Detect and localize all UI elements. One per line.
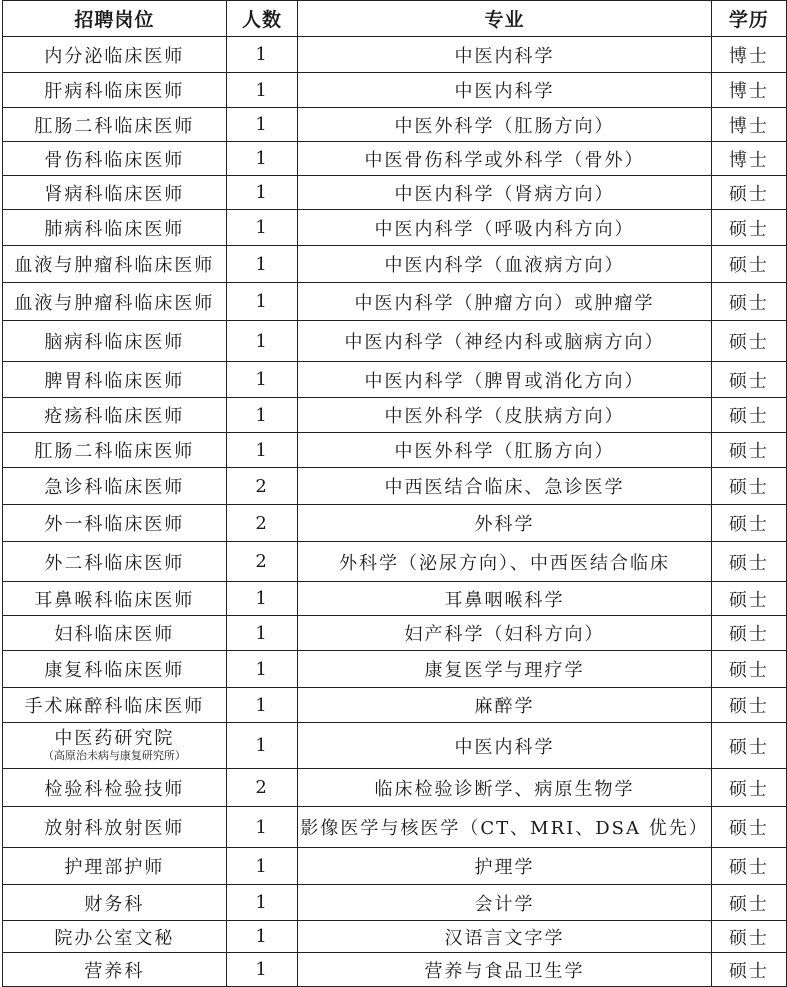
cell-position-sub: （高原治未病与康复研究所）	[42, 748, 186, 762]
cell-degree: 博士	[711, 142, 786, 176]
cell-position: 急诊科临床医师	[3, 468, 227, 505]
cell-major: 影像医学与核医学（CT、MRI、DSA 优先）	[298, 807, 711, 848]
cell-degree: 硕士	[711, 807, 786, 848]
cell-major: 汉语言文字学	[298, 921, 711, 953]
cell-degree: 硕士	[711, 468, 786, 505]
cell-position: 康复科临床医师	[3, 651, 227, 688]
cell-degree: 硕士	[711, 921, 786, 953]
table-row	[3, 176, 787, 210]
cell-major: 护理学	[298, 848, 711, 885]
cell-major: 中医内科学	[298, 37, 711, 73]
table-row	[3, 921, 787, 953]
cell-count: 1	[226, 433, 298, 468]
cell-count: 1	[226, 108, 298, 142]
cell-major: 中医外科学（肛肠方向）	[298, 433, 711, 468]
cell-major: 中医内科学（呼吸内科方向）	[298, 210, 711, 246]
cell-degree: 硕士	[711, 210, 786, 246]
cell-degree: 硕士	[711, 176, 786, 210]
table-row	[3, 283, 787, 321]
table-row	[3, 398, 787, 433]
table-row	[3, 542, 787, 582]
cell-major: 康复医学与理疗学	[298, 651, 711, 688]
cell-major: 中医内科学（血液病方向）	[298, 246, 711, 283]
cell-degree: 硕士	[711, 769, 786, 807]
cell-major: 临床检验诊断学、病原生物学	[298, 769, 711, 807]
header-major: 专业	[298, 1, 711, 37]
cell-position: 骨伤科临床医师	[3, 142, 227, 176]
table-row	[3, 807, 787, 848]
table-row	[3, 468, 787, 505]
cell-degree: 博士	[711, 37, 786, 73]
cell-position: 检验科检验技师	[3, 769, 227, 807]
table-row	[3, 362, 787, 398]
cell-position: 疮疡科临床医师	[3, 398, 227, 433]
cell-position: 财务科	[3, 885, 227, 921]
cell-position: 院办公室文秘	[3, 921, 227, 953]
cell-count: 1	[226, 651, 298, 688]
cell-count: 2	[226, 769, 298, 807]
cell-degree: 硕士	[711, 885, 786, 921]
cell-count: 1	[226, 176, 298, 210]
cell-major: 妇产科学（妇科方向）	[298, 616, 711, 651]
cell-position: 手术麻醉科临床医师	[3, 688, 227, 723]
table-row	[3, 321, 787, 362]
cell-count: 1	[226, 953, 298, 987]
cell-count: 1	[226, 398, 298, 433]
cell-degree: 硕士	[711, 616, 786, 651]
cell-major: 外科学（泌尿方向）、中西医结合临床	[298, 542, 711, 582]
cell-position: 耳鼻喉科临床医师	[3, 582, 227, 616]
cell-count: 1	[226, 688, 298, 723]
table-row	[3, 582, 787, 616]
cell-position: 肝病科临床医师	[3, 73, 227, 108]
cell-position: 脾胃科临床医师	[3, 362, 227, 398]
cell-count: 1	[226, 885, 298, 921]
cell-position	[3, 723, 227, 769]
cell-position: 肛肠二科临床医师	[3, 433, 227, 468]
table-row	[3, 37, 787, 73]
cell-major: 中医内科学（神经内科或脑病方向）	[298, 321, 711, 362]
cell-position: 外二科临床医师	[3, 542, 227, 582]
cell-degree: 硕士	[711, 848, 786, 885]
cell-degree: 博士	[711, 73, 786, 108]
cell-degree: 硕士	[711, 283, 786, 321]
table-row	[3, 142, 787, 176]
cell-count: 2	[226, 468, 298, 505]
table-row	[3, 433, 787, 468]
cell-degree: 硕士	[711, 246, 786, 283]
cell-position: 外一科临床医师	[3, 505, 227, 542]
table-row	[3, 505, 787, 542]
cell-major: 麻醉学	[298, 688, 711, 723]
cell-count: 1	[226, 246, 298, 283]
cell-position: 肺病科临床医师	[3, 210, 227, 246]
cell-degree: 硕士	[711, 362, 786, 398]
cell-major: 耳鼻咽喉科学	[298, 582, 711, 616]
header-count: 人数	[226, 1, 298, 37]
table-row	[3, 688, 787, 723]
cell-degree: 硕士	[711, 321, 786, 362]
table-row	[3, 651, 787, 688]
cell-degree: 硕士	[711, 723, 786, 769]
cell-major: 中医内科学（肿瘤方向）或肿瘤学	[298, 283, 711, 321]
cell-count: 1	[226, 142, 298, 176]
cell-degree: 硕士	[711, 542, 786, 582]
table-body	[3, 37, 787, 987]
cell-major: 会计学	[298, 885, 711, 921]
table-row	[3, 848, 787, 885]
cell-count: 1	[226, 210, 298, 246]
cell-count: 1	[226, 362, 298, 398]
header-position: 招聘岗位	[3, 1, 227, 37]
cell-count: 1	[226, 848, 298, 885]
cell-count: 1	[226, 283, 298, 321]
table-row	[3, 73, 787, 108]
cell-major: 中医内科学	[298, 723, 711, 769]
cell-degree: 博士	[711, 108, 786, 142]
table-row	[3, 769, 787, 807]
table-row	[3, 616, 787, 651]
cell-degree: 硕士	[711, 505, 786, 542]
cell-count: 1	[226, 37, 298, 73]
cell-count: 1	[226, 582, 298, 616]
recruitment-table	[2, 0, 787, 987]
cell-count: 1	[226, 723, 298, 769]
cell-major: 中医内科学（肾病方向）	[298, 176, 711, 210]
cell-major: 中医外科学（皮肤病方向）	[298, 398, 711, 433]
cell-count: 1	[226, 807, 298, 848]
cell-position: 脑病科临床医师	[3, 321, 227, 362]
table-row	[3, 210, 787, 246]
cell-degree: 硕士	[711, 953, 786, 987]
header-degree: 学历	[711, 1, 786, 37]
cell-major: 外科学	[298, 505, 711, 542]
cell-position: 肛肠二科临床医师	[3, 108, 227, 142]
cell-major: 中医内科学	[298, 73, 711, 108]
cell-degree: 硕士	[711, 582, 786, 616]
cell-count: 1	[226, 73, 298, 108]
cell-degree: 硕士	[711, 398, 786, 433]
cell-degree: 硕士	[711, 651, 786, 688]
cell-position-main: 中医药研究院	[54, 727, 175, 749]
cell-position: 血液与肿瘤科临床医师	[3, 246, 227, 283]
table-row	[3, 108, 787, 142]
cell-position: 妇科临床医师	[3, 616, 227, 651]
cell-count: 2	[226, 542, 298, 582]
cell-position: 内分泌临床医师	[3, 37, 227, 73]
cell-position: 护理部护师	[3, 848, 227, 885]
cell-major: 营养与食品卫生学	[298, 953, 711, 987]
cell-degree: 硕士	[711, 688, 786, 723]
cell-position: 肾病科临床医师	[3, 176, 227, 210]
cell-degree: 硕士	[711, 433, 786, 468]
table-row	[3, 246, 787, 283]
cell-major: 中医骨伤科学或外科学（骨外）	[298, 142, 711, 176]
header-row	[3, 1, 787, 37]
table-row	[3, 885, 787, 921]
table-row	[3, 723, 787, 769]
cell-major: 中西医结合临床、急诊医学	[298, 468, 711, 505]
cell-count: 1	[226, 616, 298, 651]
cell-count: 1	[226, 921, 298, 953]
cell-count: 2	[226, 505, 298, 542]
cell-position: 营养科	[3, 953, 227, 987]
cell-major: 中医外科学（肛肠方向）	[298, 108, 711, 142]
cell-position: 放射科放射医师	[3, 807, 227, 848]
cell-major: 中医内科学（脾胃或消化方向）	[298, 362, 711, 398]
cell-position: 血液与肿瘤科临床医师	[3, 283, 227, 321]
cell-count: 1	[226, 321, 298, 362]
table-row	[3, 953, 787, 987]
